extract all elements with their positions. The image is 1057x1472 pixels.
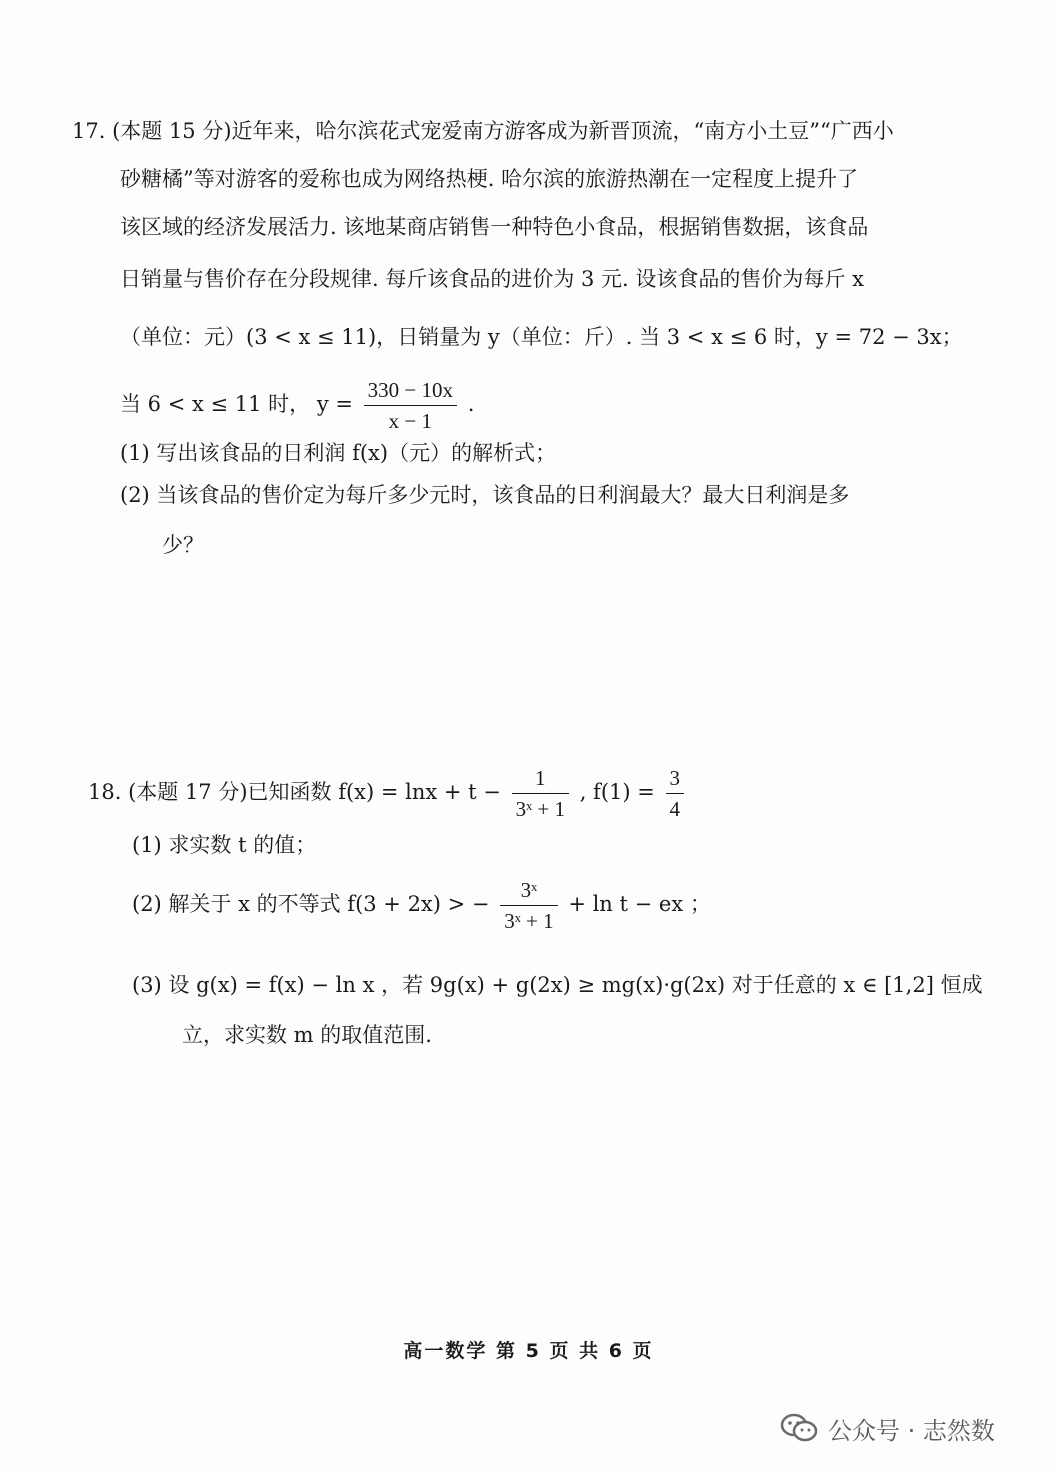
q17-line-6-suffix: . bbox=[467, 392, 475, 416]
q18-fraction-2 bbox=[666, 765, 685, 822]
q18-fraction-2-numerator: 3 bbox=[666, 765, 685, 794]
q18-part-3-continued: 立，求实数 m 的取值范围. bbox=[182, 1023, 432, 1047]
q17-part-2: (2) 当该食品的售价定为每斤多少元时，该食品的日利润最大？最大日利润是多 bbox=[120, 483, 850, 507]
q18-line-1-mid: , f(1) = bbox=[579, 780, 655, 804]
q18-line-1 bbox=[88, 762, 688, 822]
wechat-icon bbox=[780, 1412, 818, 1444]
q18-fraction-1-denominator: 3ˣ + 1 bbox=[515, 797, 566, 821]
q17-part-1: (1) 写出该食品的日利润 f(x)（元）的解析式； bbox=[120, 441, 557, 465]
q18-part-3: (3) 设 g(x) = f(x) − ln x ，若 9g(x) + g(2x) ≥ mg(x)·g(2x) 对于任意的 x ∈ [1,2] 恒成 bbox=[132, 973, 983, 997]
q18-part-2-fraction bbox=[500, 877, 557, 934]
q18-part-2-fraction-denominator: 3ˣ + 1 bbox=[504, 909, 554, 933]
q17-line-4: 日销量与售价存在分段规律. 每斤该食品的进价为 3 元. 设该食品的售价为每斤 x bbox=[120, 267, 864, 291]
q17-fraction-denominator: x − 1 bbox=[388, 409, 433, 433]
q18-part-2-suffix: + ln t − ex ； bbox=[568, 892, 711, 916]
q17-line-3: 该区域的经济发展活力. 该地某商店销售一种特色小食品，根据销售数据，该食品 bbox=[120, 215, 869, 239]
q17-fraction bbox=[364, 377, 457, 434]
q18-fraction-2-denominator: 4 bbox=[669, 797, 681, 821]
q17-part-2-continued: 少？ bbox=[162, 533, 204, 557]
q18-fraction-1 bbox=[512, 765, 569, 822]
q18-part-2-fraction-numerator: 3ˣ bbox=[500, 877, 557, 906]
q18-part-1: (1) 求实数 t 的值； bbox=[132, 833, 317, 857]
q18-part-2-prefix: (2) 解关于 x 的不等式 f(3 + 2x) > − bbox=[132, 892, 490, 916]
q17-line-5: （单位：元）(3 < x ≤ 11)，日销量为 y（单位：斤）. 当 3 < x ≤ 6 时，y = 72 − 3x； bbox=[120, 325, 963, 349]
q17-line-6-prefix: 当 6 < x ≤ 11 时， y = bbox=[120, 392, 353, 416]
q17-fraction-numerator: 330 − 10x bbox=[364, 377, 457, 406]
watermark-text: 公众号 · 志然数 bbox=[828, 1416, 995, 1445]
q18-part-2 bbox=[132, 874, 711, 934]
q17-line-2: 砂糖橘”等对游客的爱称也成为网络热梗. 哈尔滨的旅游热潮在一定程度上提升了 bbox=[120, 167, 859, 191]
q17-line-6 bbox=[120, 374, 474, 434]
q18-line-1-prefix: 18. (本题 17 分)已知函数 f(x) = lnx + t − bbox=[88, 780, 501, 804]
q18-fraction-1-numerator: 1 bbox=[512, 765, 569, 794]
page-footer: 高一数学 第 5 页 共 6 页 bbox=[403, 1340, 654, 1362]
watermark bbox=[780, 1408, 995, 1448]
q17-line-1: 17. (本题 15 分)近年来，哈尔滨花式宠爱南方游客成为新晋顶流，“南方小土豆”“广西小 bbox=[72, 119, 894, 143]
